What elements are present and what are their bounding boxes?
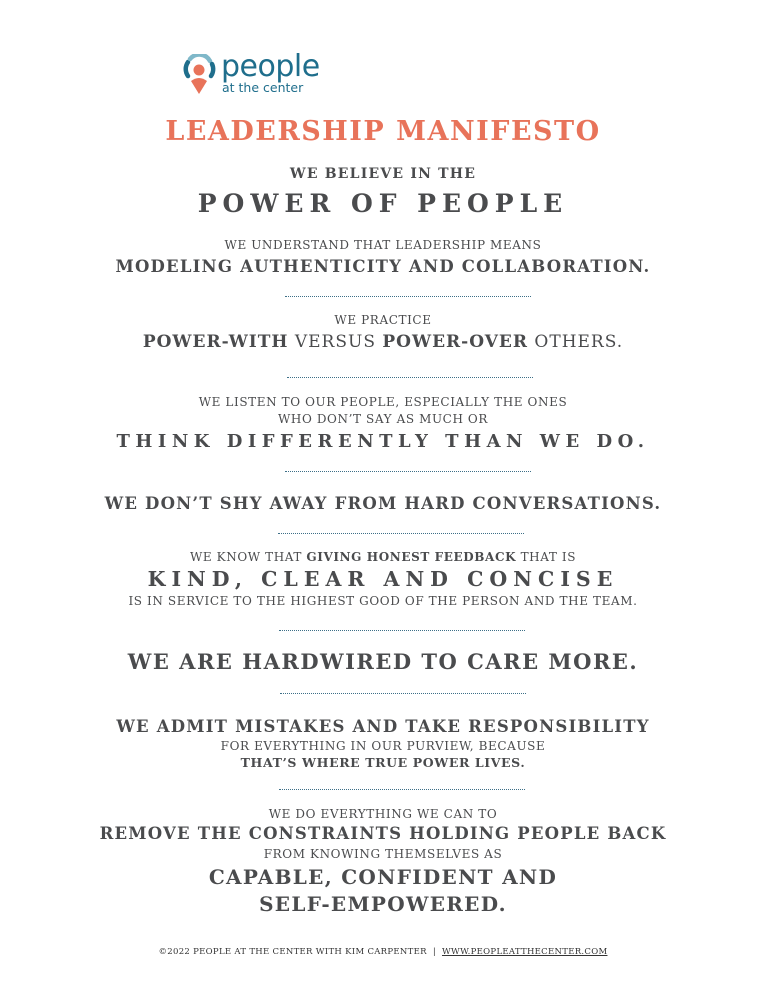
divider: [278, 533, 524, 534]
divider: [287, 377, 533, 378]
s2-line2: MODELING AUTHENTICITY AND COLLABORATION.: [115, 257, 651, 276]
s6-bold: GIVING HONEST FEEDBACK: [306, 550, 517, 564]
s9-line4: CAPABLE, CONFIDENT AND: [208, 865, 558, 889]
location-pin-icon: [182, 54, 216, 96]
s4-line1: WE LISTEN TO OUR PEOPLE, ESPECIALLY THE ONES: [198, 395, 568, 409]
brand-logo: [182, 49, 332, 98]
footer-separator: |: [432, 947, 436, 957]
s8-line2: FOR EVERYTHING IN OUR PURVIEW, BECAUSE: [220, 739, 546, 753]
page-title: LEADERSHIP MANIFESTO: [165, 116, 601, 147]
s6-line3: IS IN SERVICE TO THE HIGHEST GOOD OF THE PERSON AND THE TEAM.: [128, 594, 638, 608]
divider: [279, 630, 525, 631]
s3-bold2: POWER-OVER: [382, 332, 529, 352]
brand-tagline: at the center: [222, 80, 304, 95]
s4-line3: THINK DIFFERENTLY THAN WE DO.: [116, 431, 650, 452]
divider: [285, 471, 531, 472]
s3-mid: VERSUS: [294, 332, 376, 352]
s9-line5: SELF-EMPOWERED.: [259, 892, 507, 916]
s6-post: THAT IS: [520, 550, 577, 564]
s9-line1: WE DO EVERYTHING WE CAN TO: [268, 807, 498, 821]
s3-end: OTHERS.: [534, 332, 624, 352]
brand-name: people: [221, 49, 320, 84]
s4-line2: WHO DON’T SAY AS MUCH OR: [277, 412, 488, 426]
s9-line3: FROM KNOWING THEMSELVES AS: [263, 847, 503, 861]
s1-line2: POWER OF PEOPLE: [197, 189, 569, 218]
divider: [279, 789, 525, 790]
s6-pre: WE KNOW THAT: [189, 550, 302, 564]
s9-line2: REMOVE THE CONSTRAINTS HOLDING PEOPLE BACK: [99, 824, 667, 843]
s5-line1: WE DON’T SHY AWAY FROM HARD CONVERSATIONS.: [104, 494, 662, 513]
s8-line1: WE ADMIT MISTAKES AND TAKE RESPONSIBILITY: [116, 717, 650, 736]
s2-line1: WE UNDERSTAND THAT LEADERSHIP MEANS: [224, 238, 542, 252]
s6-line1: [0, 551, 766, 563]
divider: [280, 693, 526, 694]
footer: [0, 948, 766, 957]
s3-bold1: POWER-WITH: [142, 332, 289, 352]
footer-website-link[interactable]: WWW.PEOPLEATTHECENTER.COM: [442, 947, 608, 957]
footer-copyright: ©2022 PEOPLE AT THE CENTER WITH KIM CARPENTER: [158, 947, 427, 957]
s3-line1: WE PRACTICE: [334, 313, 432, 327]
divider: [285, 296, 531, 297]
s3-line2: [0, 334, 766, 351]
s6-line2: KIND, CLEAR AND CONCISE: [147, 567, 619, 591]
s8-line3: THAT’S WHERE TRUE POWER LIVES.: [240, 755, 526, 770]
s1-line1: WE BELIEVE IN THE: [289, 166, 477, 182]
s7-line1: WE ARE HARDWIRED TO CARE MORE.: [127, 649, 639, 674]
